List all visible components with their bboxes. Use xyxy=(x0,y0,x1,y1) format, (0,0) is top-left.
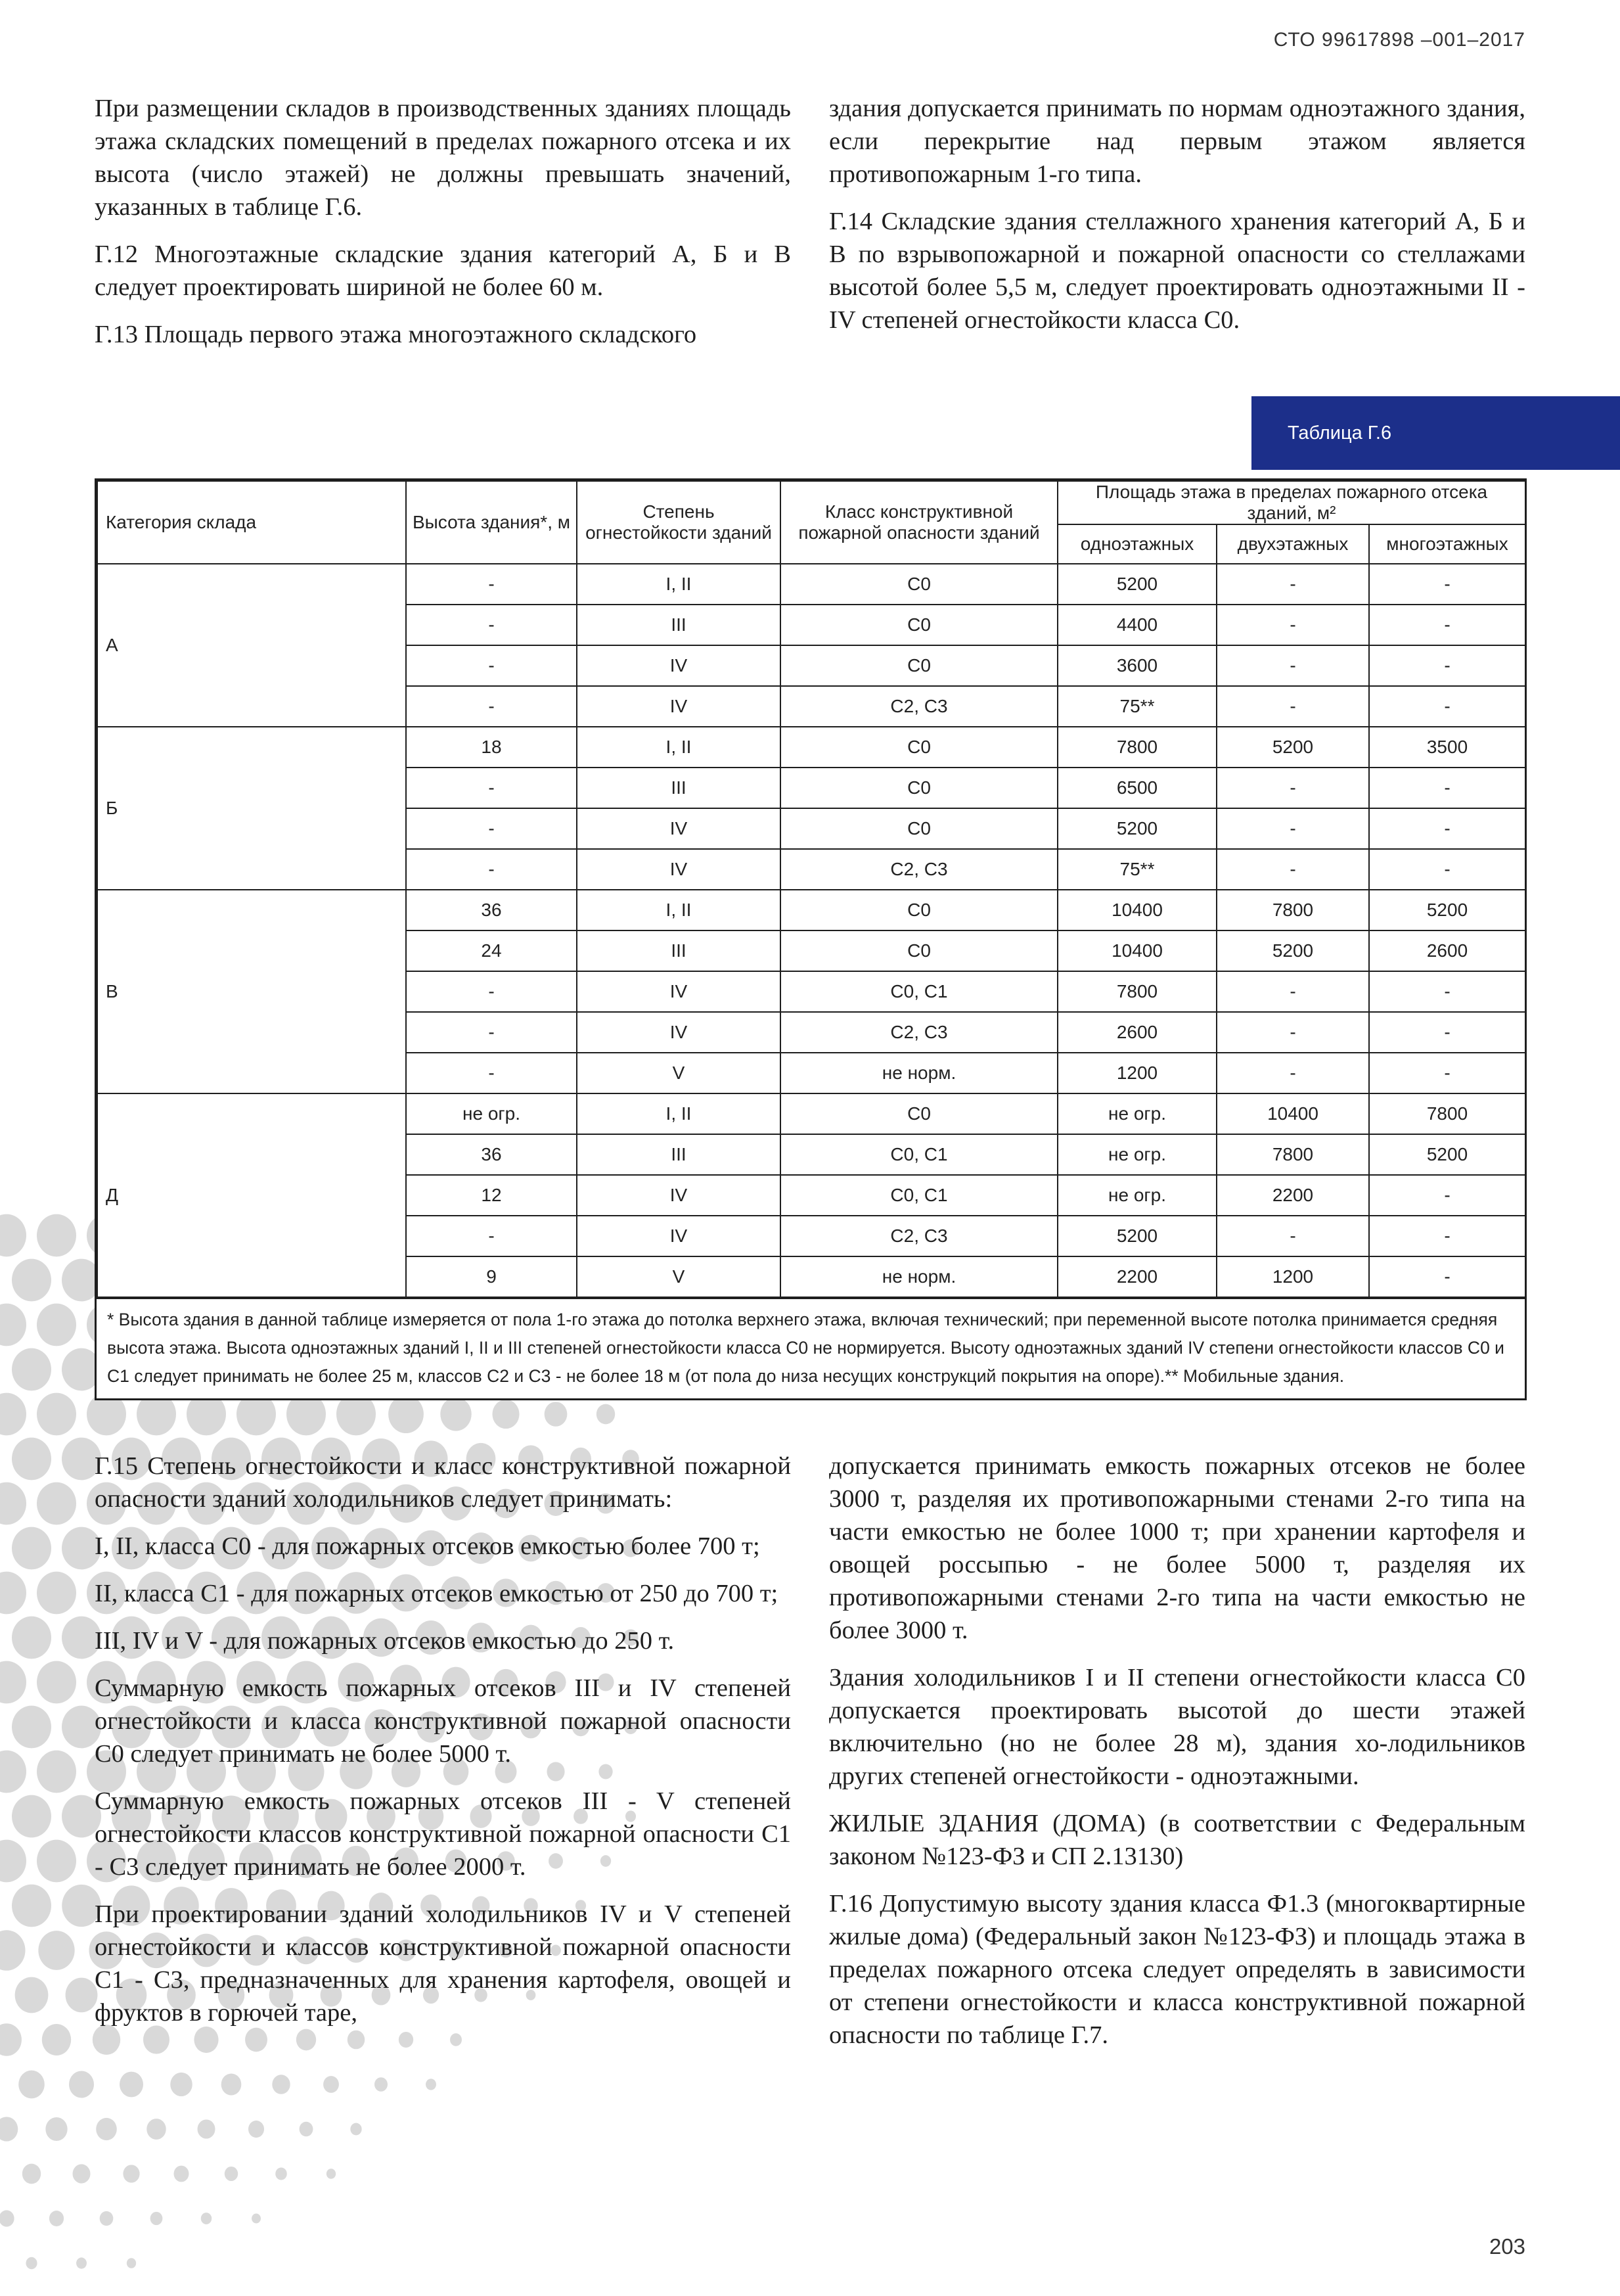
category-cell: Б xyxy=(97,727,406,890)
table-cell: - xyxy=(1369,564,1525,605)
table-cell: 2200 xyxy=(1217,1175,1369,1216)
table-cell: - xyxy=(1369,686,1525,727)
decorative-dot xyxy=(0,2117,18,2141)
paragraph: При проектировании зданий холодильников IV и V степеней огнестойкости и классов конструктивной пожарной опасности С1 - С3, предназначенных для хранения картофеля, овощей и фруктов в горючей таре, xyxy=(95,1900,791,2027)
text-column-top-right xyxy=(829,92,1525,351)
table-cell: III xyxy=(577,605,780,645)
table-cell: не огр. xyxy=(1058,1093,1217,1134)
decorative-dot xyxy=(0,1930,26,1971)
table-footnote: * Высота здания в данной таблице измеряется от пола 1-го этажа до потолка верхнего этажа, включая технический; при переменной высоте потолка принимается средняя высота этажа. Высота одноэтажных зданий I, II и III степеней огнестойкости класса С0 не нормируется. Высоту одноэтажных зданий IV степени огнестойкости классов С0 и С1 следует принимать не более 25 м, классов С2 и С3 - не более 18 м (от пола до низа несущих конструкций покрытия на опоре).** Мобильные здания. xyxy=(97,1298,1525,1398)
table-cell: 10400 xyxy=(1058,930,1217,971)
table-cell: V xyxy=(577,1256,780,1297)
table-cell: С2, С3 xyxy=(780,1216,1058,1256)
decorative-dot xyxy=(120,2072,143,2098)
table-cell: - xyxy=(1217,1216,1369,1256)
table-cell: - xyxy=(1217,971,1369,1012)
table-cell: - xyxy=(1369,971,1525,1012)
table-cell: 75** xyxy=(1058,686,1217,727)
decorative-dot xyxy=(0,2023,22,2055)
table-cell: 5200 xyxy=(1217,930,1369,971)
decorative-dot xyxy=(0,1482,26,1525)
header-height: Высота здания*, м xyxy=(406,481,577,564)
table-cell: III xyxy=(577,930,780,971)
decorative-dot xyxy=(0,1214,26,1257)
table-cell: С2, С3 xyxy=(780,849,1058,890)
decorative-dot xyxy=(0,1751,26,1793)
table-cell: 3600 xyxy=(1058,645,1217,686)
table-cell: IV xyxy=(577,808,780,849)
table-cell: - xyxy=(1369,1053,1525,1093)
table-cell: IV xyxy=(577,971,780,1012)
decorative-dot xyxy=(37,1304,76,1346)
decorative-dot xyxy=(272,2075,290,2094)
table-cell: - xyxy=(1217,1012,1369,1053)
decorative-dot xyxy=(150,2212,163,2225)
table-cell: - xyxy=(1369,849,1525,890)
category-cell: В xyxy=(97,890,406,1093)
decorative-dot xyxy=(45,2117,67,2141)
table-cell: 7800 xyxy=(1058,971,1217,1012)
table-cell: 3500 xyxy=(1369,727,1525,768)
decorative-dot xyxy=(0,2210,14,2226)
table-cell: 2600 xyxy=(1058,1012,1217,1053)
table-cell: - xyxy=(406,1216,577,1256)
table-cell: С0, С1 xyxy=(780,971,1058,1012)
decorative-dot xyxy=(12,1259,51,1302)
table-cell: С0, С1 xyxy=(780,1175,1058,1216)
table-cell: - xyxy=(406,605,577,645)
table-cell: - xyxy=(1369,645,1525,686)
decorative-dot xyxy=(198,2119,215,2138)
decorative-dot xyxy=(174,2166,189,2182)
table-cell: 5200 xyxy=(1058,564,1217,605)
decorative-dot xyxy=(96,2118,117,2140)
decorative-dot xyxy=(12,1795,51,1838)
paragraph: Г.16 Допустимую высоту здания класса Ф1.3 (многоквартирные жилые дома) (Федеральный закон №123-ФЗ) и площадь этажа в пределах пожарного отсека следует определять в зависимости от степени огнестойкости и класса конструктивной пожарной опасности по таблице Г.7. xyxy=(829,1890,1525,2049)
paragraph: здания допускается принимать по нормам одноэтажного здания, если перекрытие над первым этажом является противопожарным 1-го типа. xyxy=(829,95,1525,188)
decorative-dot xyxy=(388,1395,424,1433)
paragraph: Суммарную емкость пожарных отсеков III и IV степеней огнестойкости и класса конструктивной пожарной опасности С0 следует принимать не более 5000 т. xyxy=(95,1674,791,1768)
text-column-top-left xyxy=(95,92,791,365)
table-cell: I, II xyxy=(577,727,780,768)
header-category: Категория склада xyxy=(97,481,406,564)
paragraph: допускается принимать емкость пожарных отсеков не более 3000 т, разделяя их противопожарными стенами 2-го типа на части емкостью не более 1000 т; при хранении картофеля и овощей россыпью - не более 5000 т, разделяя их противопожарными стенами 2-го типа на части емкостью не более 3000 т. xyxy=(829,1452,1525,1644)
table-row xyxy=(97,564,1525,605)
table-cell: - xyxy=(1217,849,1369,890)
table-cell: 36 xyxy=(406,1134,577,1175)
paragraph: Суммарную емкость пожарных отсеков III - V степеней огнестойкости классов конструктивной пожарной опасности С1 - С3 следует принимать не более 2000 т. xyxy=(95,1787,791,1881)
section-heading: ЖИЛЫЕ ЗДАНИЯ (ДОМА) (в соответствии с Федеральным законом №123-ФЗ и СП 2.13130) xyxy=(829,1810,1525,1870)
table-cell: V xyxy=(577,1053,780,1093)
decorative-dot xyxy=(26,2257,37,2270)
table-cell: С0 xyxy=(780,808,1058,849)
decorative-dot xyxy=(38,1931,74,1970)
table-cell: - xyxy=(1369,605,1525,645)
decorative-dot xyxy=(22,2164,41,2184)
table-cell: - xyxy=(1369,1175,1525,1216)
table-cell: 7800 xyxy=(1058,727,1217,768)
decorative-dot xyxy=(440,1397,471,1431)
table-caption-text: Таблица Г.6 xyxy=(1288,422,1392,444)
table-cell: С0 xyxy=(780,605,1058,645)
decorative-dot xyxy=(76,2257,87,2268)
decorative-dot xyxy=(37,1482,76,1525)
header-area: Площадь этажа в пределах пожарного отсека зданий, м² xyxy=(1058,481,1525,524)
category-cell: Д xyxy=(97,1093,406,1297)
table-cell: С0 xyxy=(780,564,1058,605)
table-cell: IV xyxy=(577,686,780,727)
table-cell: 7800 xyxy=(1217,890,1369,930)
header-area-one-storey: одноэтажных xyxy=(1058,524,1217,564)
table-cell: 5200 xyxy=(1058,1216,1217,1256)
table-cell: С0 xyxy=(780,645,1058,686)
decorative-dot xyxy=(37,1661,76,1704)
table-cell: С0, С1 xyxy=(780,1134,1058,1175)
paragraph: Г.14 Складские здания стеллажного хранения категорий А, Б и В по взрывопожарной и пожарной опасности со стеллажами высотой более 5,5 м, следует проектировать одноэтажными II - IV степеней огнестойкости класса С0. xyxy=(829,208,1525,334)
table-cell: I, II xyxy=(577,1093,780,1134)
decorative-dot xyxy=(123,2165,139,2182)
data-table xyxy=(97,480,1526,1298)
table-cell: - xyxy=(406,1012,577,1053)
decorative-dot xyxy=(0,1572,26,1615)
table-cell: 75** xyxy=(1058,849,1217,890)
decorative-dot xyxy=(37,1393,76,1436)
table-cell: С0 xyxy=(780,1093,1058,1134)
table-cell: - xyxy=(1369,1012,1525,1053)
decorative-dot xyxy=(0,1840,26,1883)
decorative-dot xyxy=(12,1885,51,1927)
table-cell: 24 xyxy=(406,930,577,971)
decorative-dot xyxy=(49,2211,64,2226)
table-cell: - xyxy=(1217,605,1369,645)
table-g6 xyxy=(95,478,1527,1400)
decorative-dot xyxy=(100,2211,114,2226)
table-cell: С0 xyxy=(780,768,1058,808)
decorative-dot xyxy=(323,2076,339,2093)
decorative-dot xyxy=(66,1978,98,2013)
decorative-dot xyxy=(221,2073,242,2095)
table-cell: 4400 xyxy=(1058,605,1217,645)
category-cell: А xyxy=(97,564,406,727)
decorative-dot xyxy=(37,1751,76,1793)
decorative-dot xyxy=(492,1400,519,1429)
header-area-multi-storey: многоэтажных xyxy=(1369,524,1525,564)
decorative-dot xyxy=(248,2121,264,2138)
decorative-dot xyxy=(0,1304,26,1346)
table-cell: - xyxy=(1217,808,1369,849)
table-cell: IV xyxy=(577,849,780,890)
table-cell: 10400 xyxy=(1058,890,1217,930)
table-cell: не огр. xyxy=(1058,1175,1217,1216)
decorative-dot xyxy=(545,1402,568,1427)
decorative-dot xyxy=(127,2258,136,2268)
table-cell: не норм. xyxy=(780,1053,1058,1093)
table-cell: 5200 xyxy=(1058,808,1217,849)
page-number: 203 xyxy=(1489,2234,1525,2259)
decorative-dot xyxy=(12,1617,51,1659)
table-cell: IV xyxy=(577,645,780,686)
paragraph: II, класса С1 - для пожарных отсеков емкостью от 250 до 700 т; xyxy=(95,1580,778,1607)
table-cell: С2, С3 xyxy=(780,1012,1058,1053)
table-cell: 7800 xyxy=(1217,1134,1369,1175)
decorative-dot xyxy=(201,2213,212,2224)
table-body xyxy=(97,564,1525,1297)
table-cell: - xyxy=(1217,645,1369,686)
decorative-dot xyxy=(0,1393,26,1436)
table-cell: 6500 xyxy=(1058,768,1217,808)
decorative-dot xyxy=(350,2123,361,2136)
table-caption xyxy=(1251,396,1620,470)
decorative-dot xyxy=(275,2168,287,2180)
decorative-dot xyxy=(374,2077,388,2092)
paragraph: III, IV и V - для пожарных отсеков емкостью до 250 т. xyxy=(95,1627,675,1655)
paragraph: I, II, класса С0 - для пожарных отсеков емкостью более 700 т; xyxy=(95,1532,760,1560)
table-cell: не огр. xyxy=(406,1093,577,1134)
table-cell: 5200 xyxy=(1369,890,1525,930)
paragraph: Г.12 Многоэтажные складские здания категорий А, Б и В следует проектировать шириной не более 60 м. xyxy=(95,241,791,301)
decorative-dot xyxy=(37,1572,76,1615)
decorative-dot xyxy=(326,2169,336,2178)
table-cell: 2200 xyxy=(1058,1256,1217,1297)
table-cell: - xyxy=(406,768,577,808)
table-cell: 7800 xyxy=(1369,1093,1525,1134)
table-cell: не огр. xyxy=(1058,1134,1217,1175)
table-cell: - xyxy=(406,971,577,1012)
table-cell: 9 xyxy=(406,1256,577,1297)
decorative-dot xyxy=(73,2164,91,2183)
table-cell: - xyxy=(1217,768,1369,808)
decorative-dot xyxy=(37,1840,76,1883)
decorative-dot xyxy=(69,2071,94,2098)
decorative-dot xyxy=(300,2122,313,2137)
decorative-dot xyxy=(146,2119,166,2140)
table-cell: С0 xyxy=(780,890,1058,930)
table-cell: - xyxy=(1217,564,1369,605)
table-cell: 5200 xyxy=(1369,1134,1525,1175)
paragraph: Г.13 Площадь первого этажа многоэтажного складского xyxy=(95,321,697,348)
decorative-dot xyxy=(596,1404,615,1425)
table-cell: 1200 xyxy=(1217,1256,1369,1297)
header-area-two-storey: двухэтажных xyxy=(1217,524,1369,564)
decorative-dot xyxy=(426,2078,436,2090)
table-cell: С0 xyxy=(780,727,1058,768)
table-cell: 18 xyxy=(406,727,577,768)
text-column-bottom-left xyxy=(95,1450,791,2044)
table-row xyxy=(97,727,1525,768)
table-row xyxy=(97,890,1525,930)
decorative-dot xyxy=(170,2073,192,2096)
table-cell: - xyxy=(406,564,577,605)
table-cell: I, II xyxy=(577,564,780,605)
table-cell: - xyxy=(1369,1256,1525,1297)
decorative-dot xyxy=(42,2024,71,2055)
table-cell: IV xyxy=(577,1216,780,1256)
document-code: СТО 99617898 –001–2017 xyxy=(1273,29,1525,51)
paragraph: Здания холодильников I и II степени огнестойкости класса С0 допускается проектировать высотой до шести этажей включительно (но не более 28 м), здания хо-лодильников других степеней огнестойкости - одноэтажными. xyxy=(829,1664,1525,1790)
decorative-dot xyxy=(12,1706,51,1749)
table-cell: - xyxy=(406,645,577,686)
decorative-dot xyxy=(12,1438,51,1481)
decorative-dot xyxy=(15,1977,49,2013)
decorative-dot xyxy=(12,1348,51,1391)
table-cell: III xyxy=(577,1134,780,1175)
table-cell: III xyxy=(577,768,780,808)
table-cell: - xyxy=(1217,686,1369,727)
table-cell: - xyxy=(1369,808,1525,849)
table-cell: - xyxy=(406,686,577,727)
table-cell: - xyxy=(1369,768,1525,808)
decorative-dot xyxy=(0,1661,26,1704)
text-column-bottom-right xyxy=(829,1450,1525,2066)
table-cell: - xyxy=(1217,1053,1369,1093)
decorative-dot xyxy=(37,1214,76,1257)
header-fire-class: Класс конструктивной пожарной опасности зданий xyxy=(780,481,1058,564)
paragraph: При размещении складов в производственных зданиях площадь этажа складских помещений в пределах пожарного отсека и их высота (число этажей) не должны превышать значений, указанных в таблице Г.6. xyxy=(95,95,791,221)
table-cell: 10400 xyxy=(1217,1093,1369,1134)
table-cell: 2600 xyxy=(1369,930,1525,971)
paragraph: Г.15 Степень огнестойкости и класс конструктивной пожарной опасности зданий холодильников следует принимать: xyxy=(95,1452,791,1513)
table-cell: I, II xyxy=(577,890,780,930)
table-cell: С0 xyxy=(780,930,1058,971)
table-cell: - xyxy=(406,1053,577,1093)
table-row xyxy=(97,1093,1525,1134)
table-cell: - xyxy=(406,808,577,849)
decorative-dot xyxy=(12,1527,51,1570)
table-cell: IV xyxy=(577,1175,780,1216)
table-cell: 1200 xyxy=(1058,1053,1217,1093)
header-fire-resistance: Степень огнестойкости зданий xyxy=(577,481,780,564)
table-cell: 36 xyxy=(406,890,577,930)
decorative-dot xyxy=(252,2213,261,2223)
decorative-dot xyxy=(18,2071,45,2099)
table-cell: 5200 xyxy=(1217,727,1369,768)
table-cell: - xyxy=(406,849,577,890)
table-cell: 12 xyxy=(406,1175,577,1216)
table-cell: - xyxy=(1369,1216,1525,1256)
table-cell: IV xyxy=(577,1012,780,1053)
decorative-dot xyxy=(225,2167,238,2181)
table-cell: С2, С3 xyxy=(780,686,1058,727)
table-cell: не норм. xyxy=(780,1256,1058,1297)
